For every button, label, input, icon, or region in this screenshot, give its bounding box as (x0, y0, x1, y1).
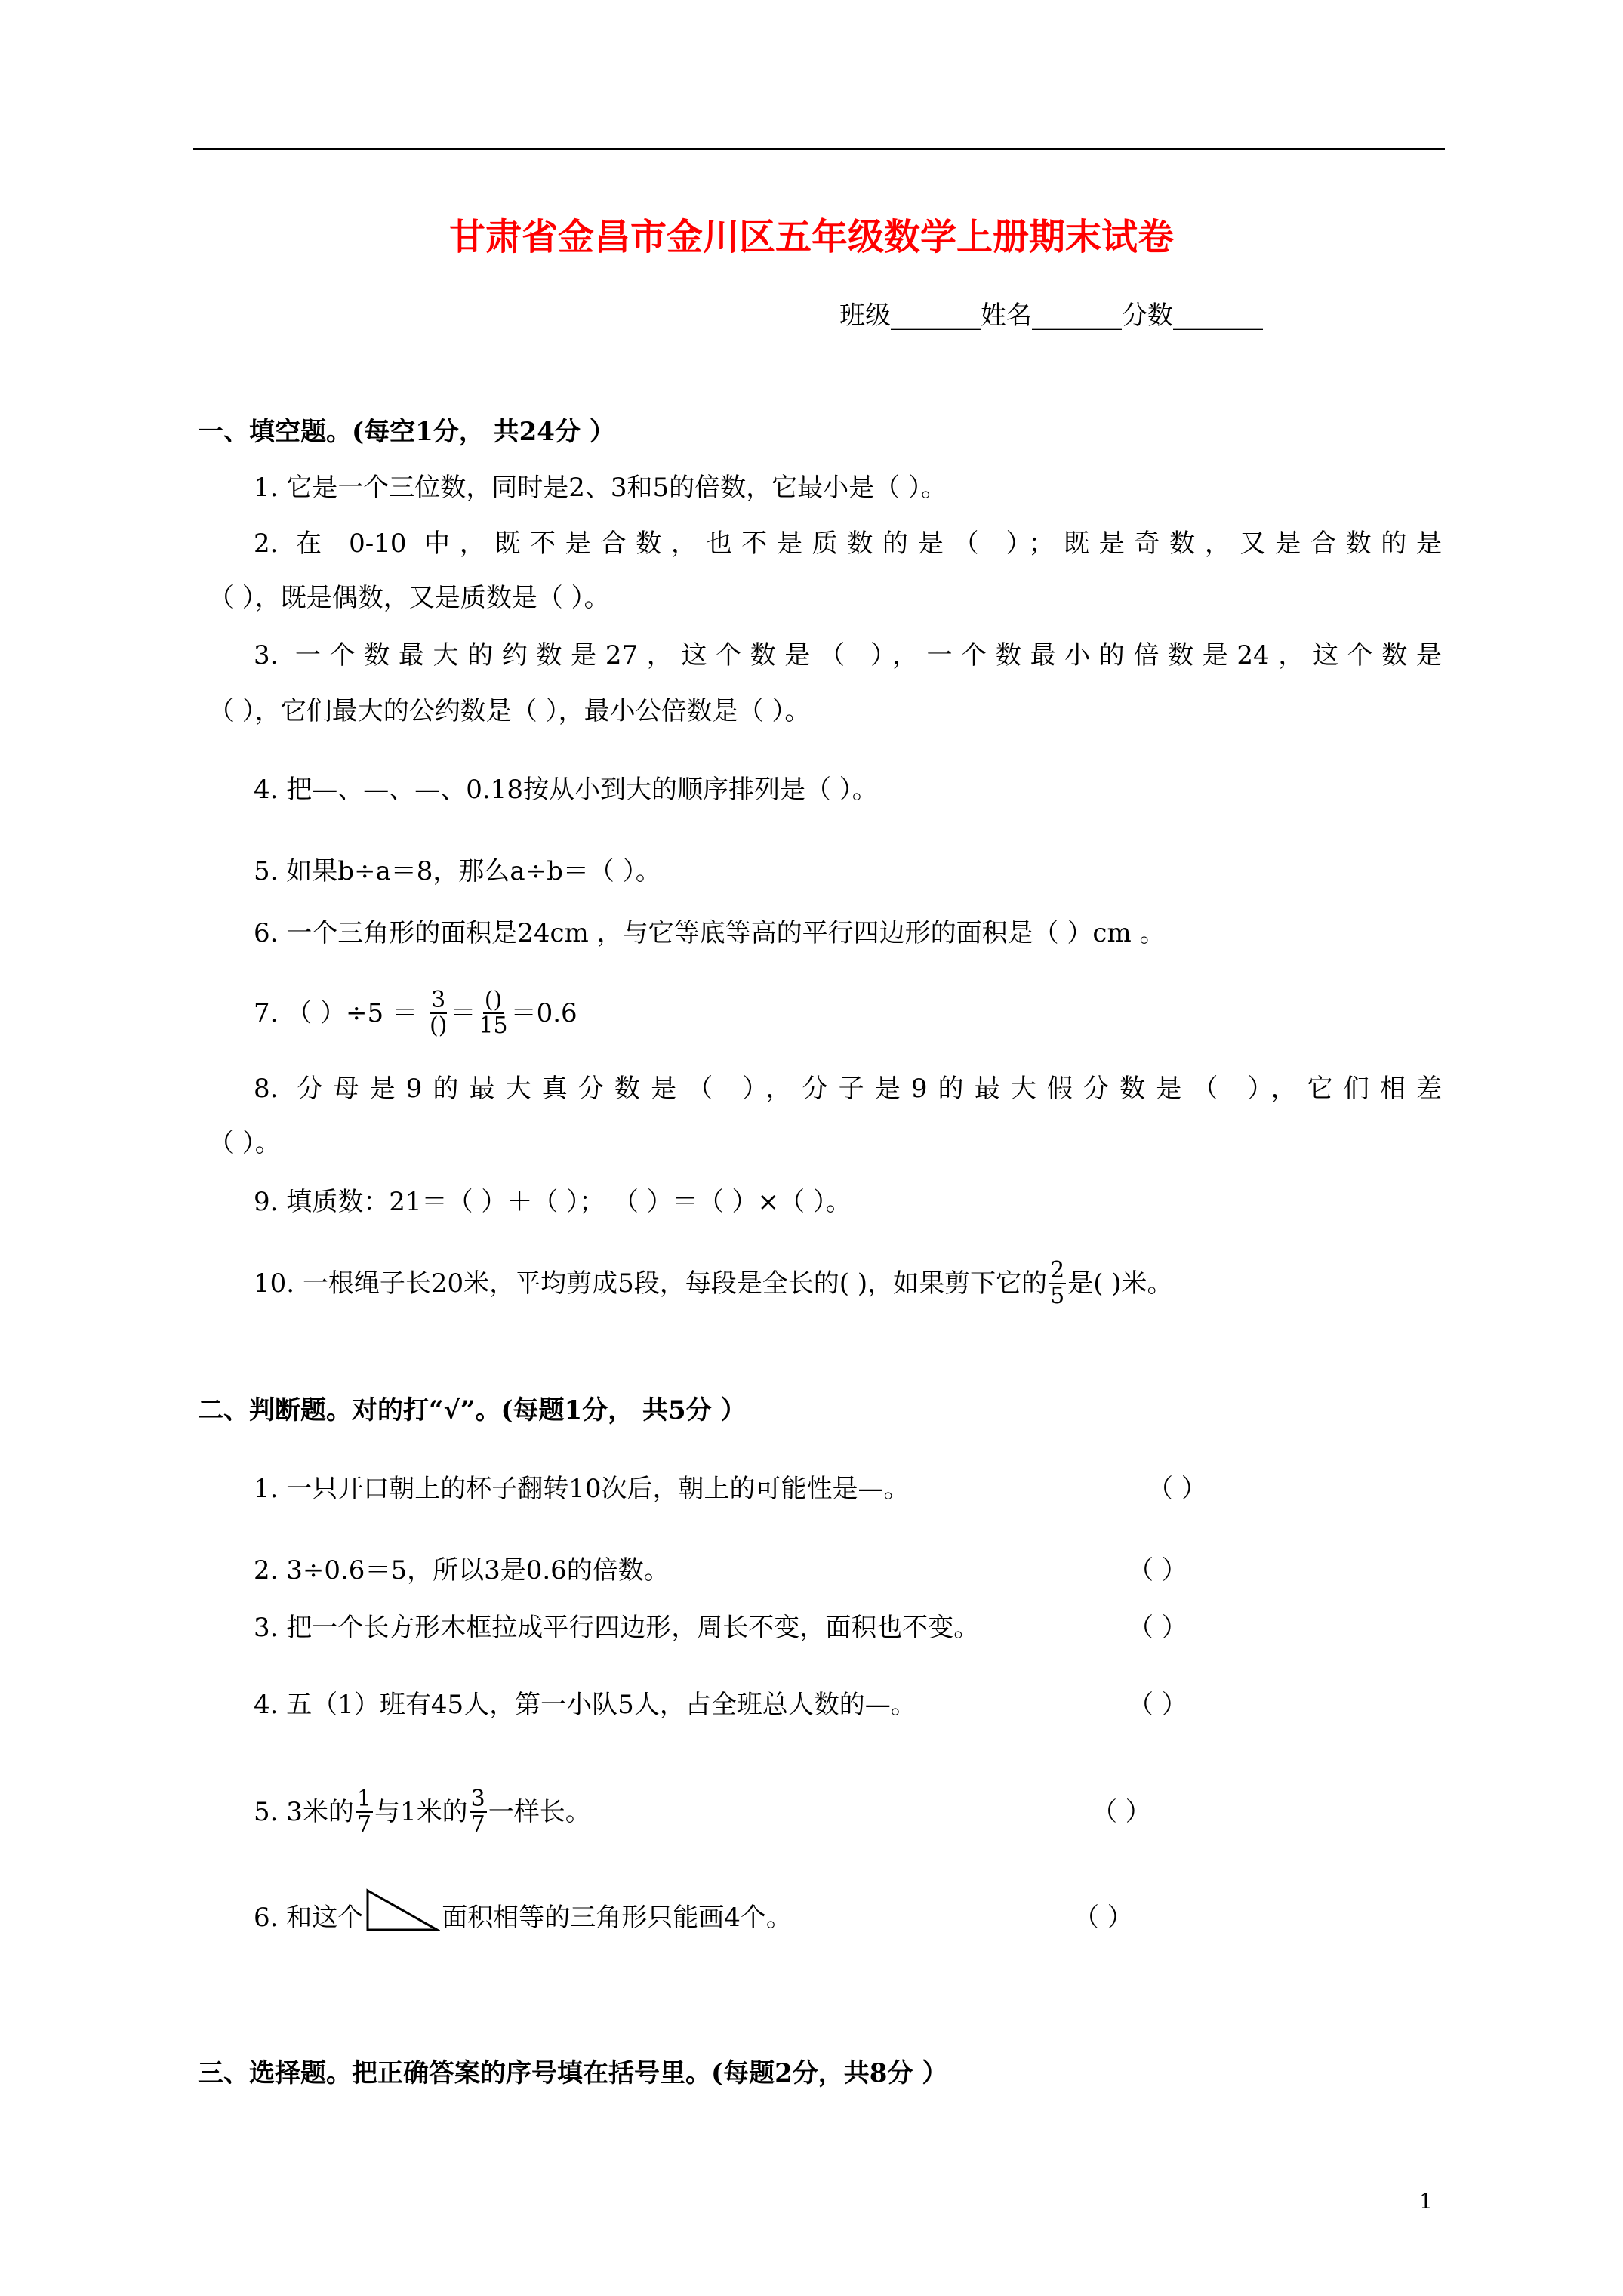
fill-q7-prefix: 7. （ ）÷5 ＝ (254, 998, 417, 1028)
fraction-denominator: 15 (479, 1012, 508, 1039)
judge-q4: 4. 五（1）班有45人，第一小队5人，占全班总人数的—。 (254, 1690, 916, 1720)
judge-q5-middle: 与1米的 (374, 1797, 468, 1827)
fill-q7-fraction-2 (477, 988, 509, 1038)
fill-q3-line1: 3. 一个数最大的约数是27，这个数是（ ），一个数最小的倍数是24，这个数是 (254, 640, 1442, 670)
judge-q5-fraction-2 (470, 1787, 487, 1837)
fill-q7-suffix: ＝0.6 (510, 998, 577, 1028)
judge-q5-fraction-1 (356, 1787, 373, 1837)
judge-q5-prefix: 5. 3米的 (254, 1797, 354, 1827)
fraction-numerator: 1 (356, 1786, 371, 1812)
fill-q10-fraction (1049, 1259, 1066, 1308)
fill-q10-suffix: 是( )米。 (1067, 1268, 1173, 1299)
fill-q10 (254, 1238, 1173, 1329)
fill-q8-line1: 8. 分母是9的最大真分数是（ ），分子是9的最大假分数是（ ），它们相差 (254, 1074, 1442, 1104)
page-title: 甘肃省金昌市金川区五年级数学上册期末试卷 (448, 216, 1174, 258)
judge-q2-answer: （ ） (1128, 1555, 1187, 1586)
fill-q10-prefix: 10. 一根绳子长20米，平均剪成5段，每段是全长的( )，如果剪下它的 (254, 1268, 1048, 1299)
judge-q3-answer: （ ） (1128, 1613, 1187, 1643)
fill-q1: 1. 它是一个三位数，同时是2、3和5的倍数，它最小是（ ）。 (254, 473, 947, 503)
fraction-denominator: 7 (356, 1811, 371, 1838)
fill-q7-equals: ＝ (450, 998, 476, 1028)
judge-q1: 1. 一只开口朝上的杯子翻转10次后，朝上的可能性是—。 (254, 1474, 910, 1504)
judge-q6-answer: （ ） (1073, 1903, 1133, 1933)
student-info-fields: 班级_______姓名_______分数_______ (839, 300, 1263, 331)
section-1-heading: 一、填空题。(每空1分， 共24分 ） (198, 417, 615, 447)
header-rule (193, 148, 1445, 150)
fill-q2-line2: （ ），既是偶数，又是质数是（ ）。 (208, 583, 610, 613)
judge-q4-answer: （ ） (1128, 1690, 1187, 1720)
fraction-denominator: 5 (1050, 1283, 1065, 1309)
judge-q5-answer: （ ） (1092, 1797, 1151, 1827)
judge-q5 (254, 1767, 591, 1857)
fill-q3-line2: （ ），它们最大的公约数是（ ），最小公倍数是（ ）。 (208, 696, 811, 726)
fill-q5: 5. 如果b÷a＝8，那么a÷b＝（ ）。 (254, 856, 661, 886)
fraction-numerator: 3 (470, 1786, 485, 1812)
fraction-numerator: 2 (1050, 1257, 1065, 1284)
section-2-heading: 二、判断题。对的打“√”。(每题1分， 共5分 ） (198, 1395, 747, 1425)
judge-q6-suffix: 面积相等的三角形只能画4个。 (442, 1903, 792, 1933)
fill-q8-line2: （ ）。 (208, 1128, 281, 1158)
judge-q3: 3. 把一个长方形木框拉成平行四边形，周长不变，面积也不变。 (254, 1613, 980, 1643)
judge-q2: 2. 3÷0.6＝5，所以3是0.6的倍数。 (254, 1555, 670, 1586)
fill-q6: 6. 一个三角形的面积是24cm ，与它等底等高的平行四边形的面积是（ ）cm 。 (254, 918, 1166, 948)
judge-q6 (254, 1888, 792, 1933)
fraction-numerator: 3 (431, 987, 446, 1013)
judge-q5-suffix: 一样长。 (488, 1797, 591, 1827)
fraction-numerator: () (484, 987, 503, 1013)
fill-q2-line1: 2. 在 0-10 中，既不是合数，也不是质数的是（ ）；既是奇数，又是合数的是 (254, 529, 1442, 559)
fraction-denominator: 7 (470, 1811, 485, 1838)
right-triangle-figure (365, 1888, 440, 1933)
fill-q7 (254, 975, 577, 1051)
fill-q4: 4. 把—、—、—、0.18按从小到大的顺序排列是（ ）。 (254, 775, 878, 805)
judge-q1-answer: （ ） (1147, 1474, 1207, 1504)
fill-q7-fraction-1 (428, 988, 448, 1038)
judge-q6-prefix: 6. 和这个 (254, 1903, 364, 1933)
fill-q9: 9. 填质数：21＝（ ）＋（ ）； （ ）＝（ ）×（ ）。 (254, 1187, 852, 1217)
page-number: 1 (1419, 2189, 1433, 2214)
section-3-heading: 三、选择题。把正确答案的序号填在括号里。(每题2分，共8分 ） (198, 2058, 948, 2088)
fraction-denominator: () (429, 1012, 448, 1039)
